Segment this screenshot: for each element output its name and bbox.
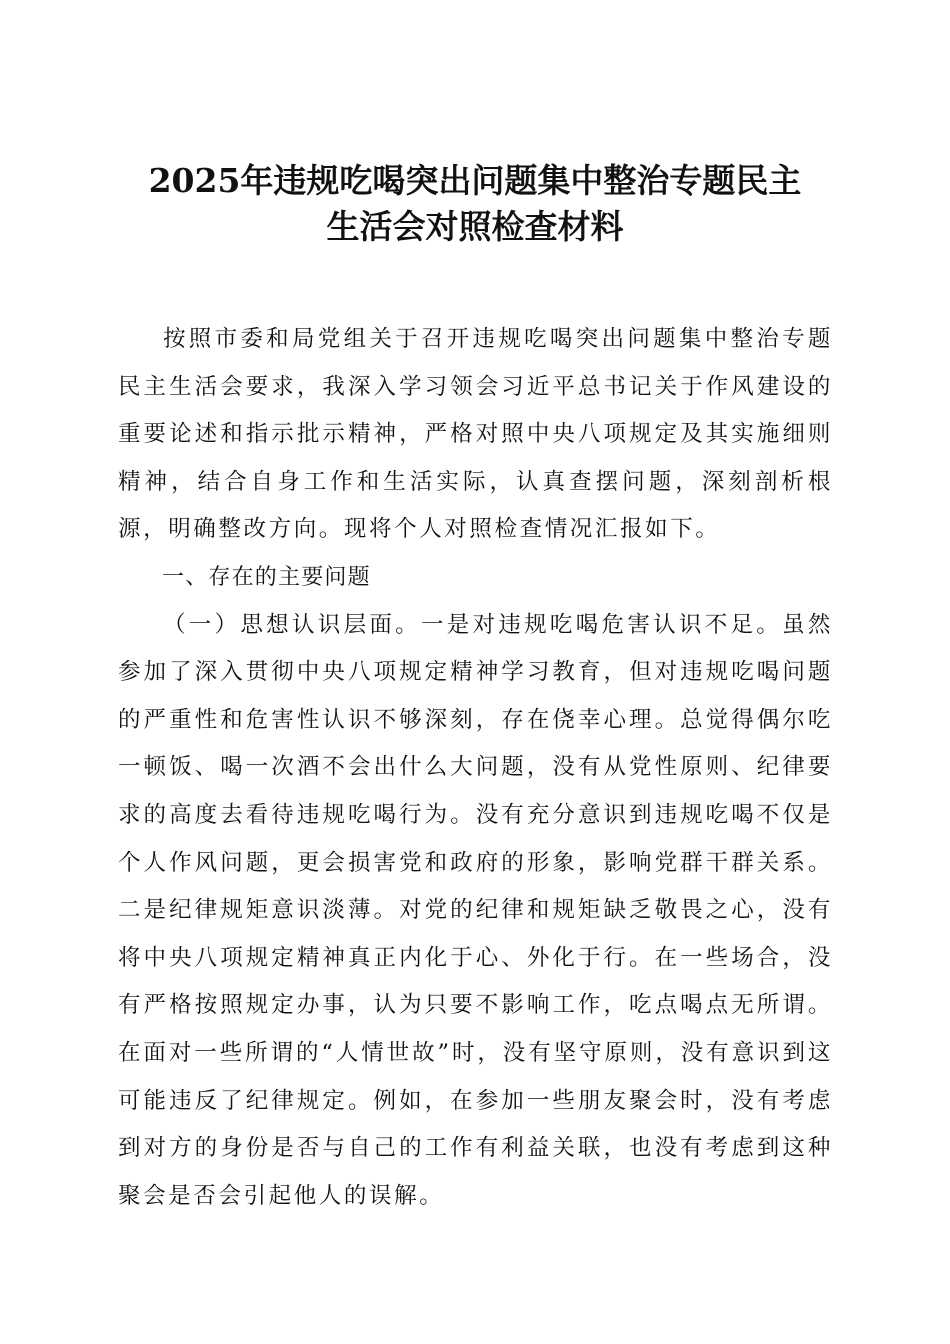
title-line-2: 生活会对照检查材料 (326, 207, 624, 246)
subsection-heading: （一）思想认识层面。 (163, 611, 421, 638)
title-line-1: 2025年违规吃喝突出问题集中整治专题民主 (148, 161, 802, 200)
section-heading: 一、存在的主要问题 (162, 564, 371, 590)
document-title (100, 158, 850, 250)
subsection-paragraph (118, 602, 833, 1221)
document-body (118, 316, 833, 1220)
intro-paragraph: 按照市委和局党组关于召开违规吃喝突出问题集中整治专题民主生活会要求，我深入学习领会习近平总书记关于作风建设的重要论述和指示批示精神，严格对照中央八项规定及其实施细则精神，结合自身工作和生活实际，认真查摆问题，深刻剖析根源，明确整改方向。现将个人对照检查情况汇报如下。 (118, 326, 833, 543)
subsection-body: 一是对违规吃喝危害认识不足。虽然参加了深入贯彻中央八项规定精神学习教育，但对违规吃喝问题的严重性和危害性认识不够深刻，存在侥幸心理。总觉得偶尔吃一顿饭、喝一次酒不会出什么大问题，没有从党性原则、纪律要求的高度去看待违规吃喝行为。没有充分意识到违规吃喝不仅是个人作风问题，更会损害党和政府的形象，影响党群干群关系。二是纪律规矩意识淡薄。对党的纪律和规矩缺乏敬畏之心，没有将中央八项规定精神真正内化于心、外化于行。在一些场合，没有严格按照规定办事，认为只要不影响工作，吃点喝点无所谓。在面对一些所谓的“人情世故”时，没有坚守原则，没有意识到这可能违反了纪律规定。例如，在参加一些朋友聚会时，没有考虑到对方的身份是否与自己的工作有利益关联，也没有考虑到这种聚会是否会引起他人的误解。 (118, 611, 833, 1209)
